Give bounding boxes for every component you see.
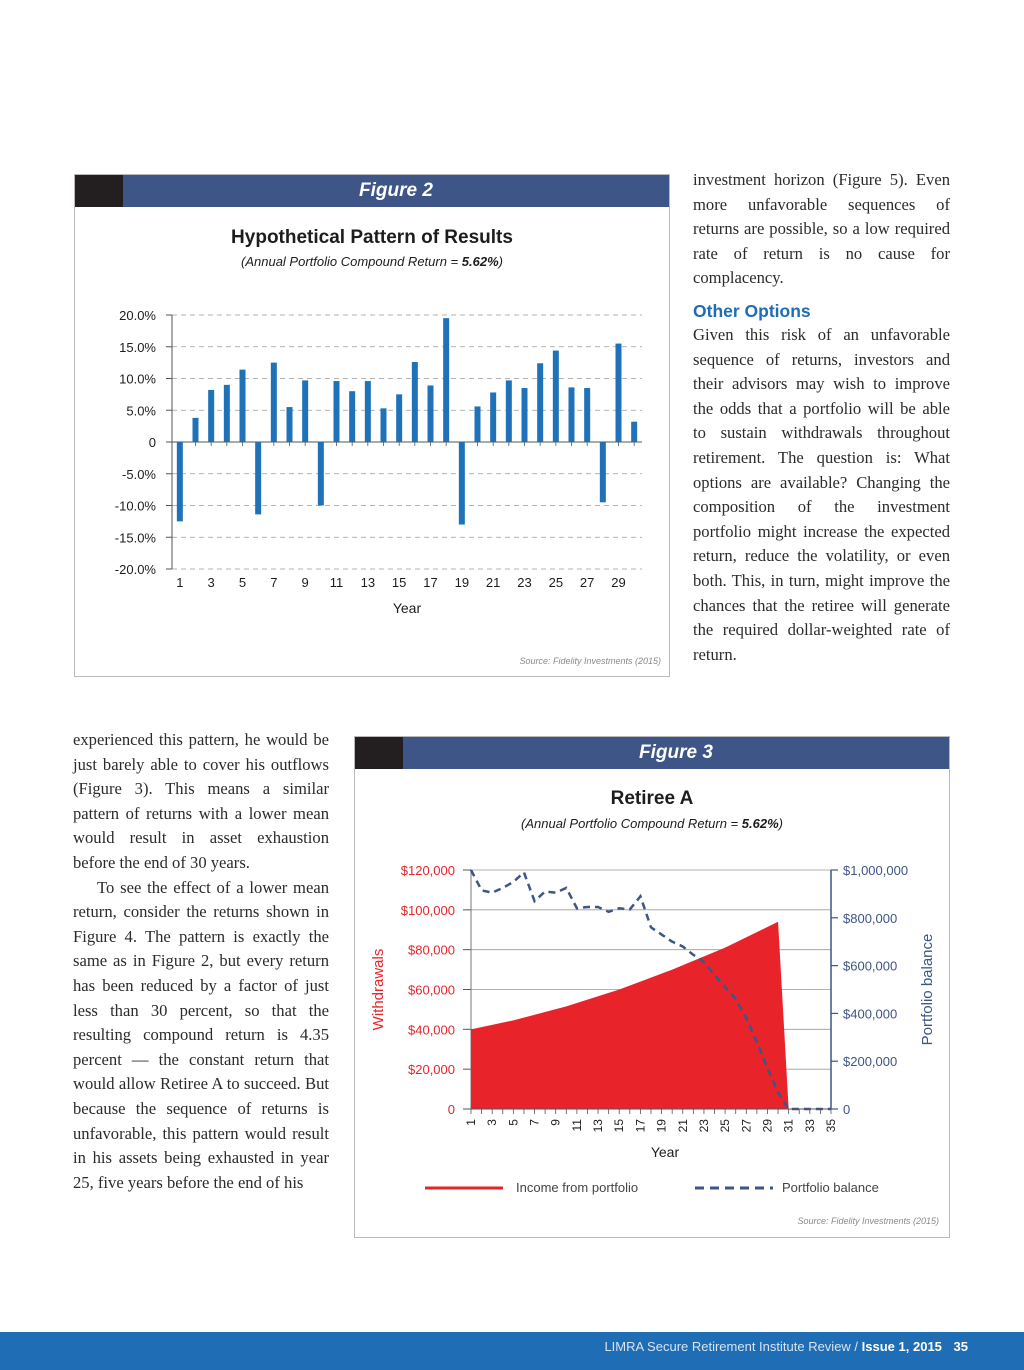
- bar: [600, 442, 606, 502]
- legend-balance-label: Portfolio balance: [782, 1180, 879, 1195]
- left-column-text: [73, 728, 329, 1195]
- bar: [365, 381, 371, 442]
- y-left-tick-label: $120,000: [400, 863, 455, 878]
- x-tick-label: 13: [360, 575, 376, 590]
- x-tick-label: 21: [485, 575, 501, 590]
- left-paragraph-1: experienced this pattern, he would be just barely able to cover his outflows (Figure 3). This means a similar pattern of returns with a lower mean would result in asset exhaustion before the end of 30 years.: [73, 730, 329, 872]
- y-right-tick-label: 0: [843, 1102, 851, 1117]
- bar: [349, 391, 355, 442]
- bar: [302, 380, 308, 442]
- bar: [616, 344, 622, 442]
- x-tick-label: 25: [548, 575, 564, 590]
- bar: [506, 380, 512, 442]
- figure-2-label: Figure 2: [359, 180, 433, 201]
- y-tick-label: 15.0%: [119, 339, 156, 355]
- legend-income-label: Income from portfolio: [516, 1180, 639, 1195]
- figure-2-subtitle: (Annual Portfolio Compound Return = 5.62%): [241, 254, 503, 269]
- footer-page-number: 35: [953, 1339, 968, 1354]
- figure-3-header: [355, 737, 949, 769]
- x-tick-label: 7: [270, 575, 278, 590]
- bar: [631, 422, 637, 442]
- y-left-tick-label: $40,000: [408, 1022, 455, 1038]
- x-tick-label: 11: [329, 575, 344, 590]
- x-tick-label: 17: [633, 1119, 648, 1133]
- x-tick-label: 27: [579, 575, 595, 590]
- x-tick-label: 3: [207, 575, 215, 590]
- footer-issue: Issue 1, 2015: [861, 1339, 942, 1354]
- bar: [193, 418, 199, 442]
- bar: [334, 381, 340, 442]
- x-tick-label: 17: [423, 575, 438, 590]
- bar: [459, 442, 465, 525]
- right-paragraph-2: Given this risk of an unfavorable sequence of returns, investors and their advisors may wish to improve the odds that a portfolio will be able to sustain withdrawals throughout retirement. The question is: What options are available? Changing the composition of the investment portfolio might increase the expected return, reduce the volatility, or even both. This, in turn, might improve the chances that the retiree will generate the required dollar-weighted rate of return.: [693, 324, 950, 664]
- x-tick-label: 1: [464, 1119, 478, 1126]
- x-tick-label: 9: [548, 1119, 563, 1126]
- y-left-tick-label: $80,000: [408, 942, 455, 958]
- x-tick-label: 23: [696, 1119, 711, 1133]
- bar: [240, 370, 246, 442]
- x-tick-label: 23: [517, 575, 532, 590]
- figure-2: [74, 174, 670, 677]
- figure-2-chart: [75, 301, 669, 641]
- figure-2-title: Hypothetical Pattern of Results: [231, 227, 513, 248]
- x-axis-title: Year: [392, 600, 422, 616]
- bar: [443, 318, 449, 442]
- y-tick-label: -20.0%: [114, 562, 156, 577]
- footer-publication: LIMRA Secure Retirement Institute Review /: [604, 1339, 859, 1354]
- x-tick-label: 11: [569, 1119, 584, 1132]
- bar: [537, 363, 543, 442]
- figure-2-source: Source: Fidelity Investments (2015): [519, 656, 661, 666]
- y-tick-label: -15.0%: [114, 530, 156, 546]
- page-footer: [0, 1332, 1024, 1370]
- x-tick-label: 35: [824, 1119, 838, 1133]
- bar: [475, 406, 481, 442]
- x-tick-label: 21: [675, 1119, 690, 1133]
- x-tick-label: 15: [391, 575, 407, 590]
- x-tick-label: 3: [485, 1119, 500, 1126]
- left-paragraph-2: To see the effect of a lower mean return, consider the returns shown in Figure 4. The pattern is exactly the same as in Figure 2, but every return has been reduced by a factor of just less than 30 percent, so that the resulting compound return is 4.35 percent — the constant return that would allow Retiree A to succeed. But because the sequence of returns is unfavorable, this pattern would result in his assets being exhausted in year 25, five years before the end of his: [73, 877, 329, 1192]
- right-paragraph-1: investment horizon (Figure 5). Even more unfavorable sequences of returns are possible, so a low required rate of return is no cause for complacency.: [693, 170, 950, 288]
- y-left-axis-title: Withdrawals: [370, 948, 387, 1031]
- y-right-tick-label: $600,000: [843, 958, 898, 974]
- x-tick-label: 25: [718, 1119, 733, 1133]
- y-right-tick-label: $800,000: [843, 910, 898, 926]
- bar: [569, 387, 575, 442]
- bar: [177, 442, 183, 521]
- figure-3-chart: [355, 857, 949, 1217]
- y-tick-label: 10.0%: [119, 371, 156, 387]
- bar: [412, 362, 418, 442]
- x-tick-label: 13: [591, 1119, 606, 1133]
- figure-3-source: Source: Fidelity Investments (2015): [797, 1216, 939, 1226]
- y-right-axis-title: Portfolio balance: [919, 933, 936, 1046]
- y-tick-label: -10.0%: [114, 498, 156, 514]
- bar: [271, 363, 277, 442]
- figure-3-title: Retiree A: [610, 788, 694, 809]
- x-tick-label: 1: [176, 575, 184, 590]
- figure-2-header: [75, 175, 669, 207]
- bar: [553, 351, 559, 442]
- bar: [396, 394, 402, 442]
- y-left-tick-label: $100,000: [400, 902, 455, 918]
- figure-3-label: Figure 3: [639, 742, 713, 763]
- section-heading-other-options: Other Options: [693, 300, 811, 321]
- bar: [428, 385, 434, 442]
- bar: [381, 408, 387, 442]
- x-tick-label: 5: [506, 1119, 521, 1126]
- bar: [490, 392, 496, 442]
- x-tick-label: 9: [301, 575, 309, 590]
- x-tick-label: 31: [781, 1119, 796, 1133]
- bar: [287, 407, 293, 442]
- y-left-tick-label: $60,000: [408, 982, 455, 998]
- bar: [255, 442, 261, 514]
- y-tick-label: 0: [148, 435, 156, 450]
- x-tick-label: 19: [454, 575, 470, 590]
- x-tick-label: 33: [802, 1119, 817, 1133]
- x-axis-title: Year: [650, 1144, 680, 1160]
- y-tick-label: 5.0%: [126, 403, 156, 419]
- y-right-tick-label: $200,000: [843, 1054, 898, 1070]
- y-tick-label: 20.0%: [119, 308, 156, 323]
- x-tick-label: 27: [739, 1119, 754, 1133]
- figure-3-subtitle: (Annual Portfolio Compound Return = 5.62%): [521, 816, 783, 831]
- x-tick-label: 29: [611, 575, 626, 590]
- bar: [208, 390, 214, 442]
- bar: [522, 388, 528, 442]
- bar: [318, 442, 324, 506]
- x-tick-label: 5: [238, 575, 247, 590]
- bar: [224, 385, 230, 442]
- x-tick-label: 19: [654, 1119, 669, 1133]
- y-left-tick-label: 0: [447, 1102, 455, 1117]
- figure-3: [354, 736, 950, 1238]
- bar: [584, 388, 590, 442]
- x-tick-label: 7: [527, 1119, 542, 1126]
- x-tick-label: 29: [760, 1119, 775, 1133]
- y-left-tick-label: $20,000: [408, 1062, 455, 1078]
- y-tick-label: -5.0%: [122, 466, 156, 482]
- y-right-tick-label: $1,000,000: [843, 863, 909, 878]
- right-column-text: [693, 168, 950, 667]
- x-tick-label: 15: [612, 1119, 627, 1133]
- y-right-tick-label: $400,000: [843, 1006, 898, 1022]
